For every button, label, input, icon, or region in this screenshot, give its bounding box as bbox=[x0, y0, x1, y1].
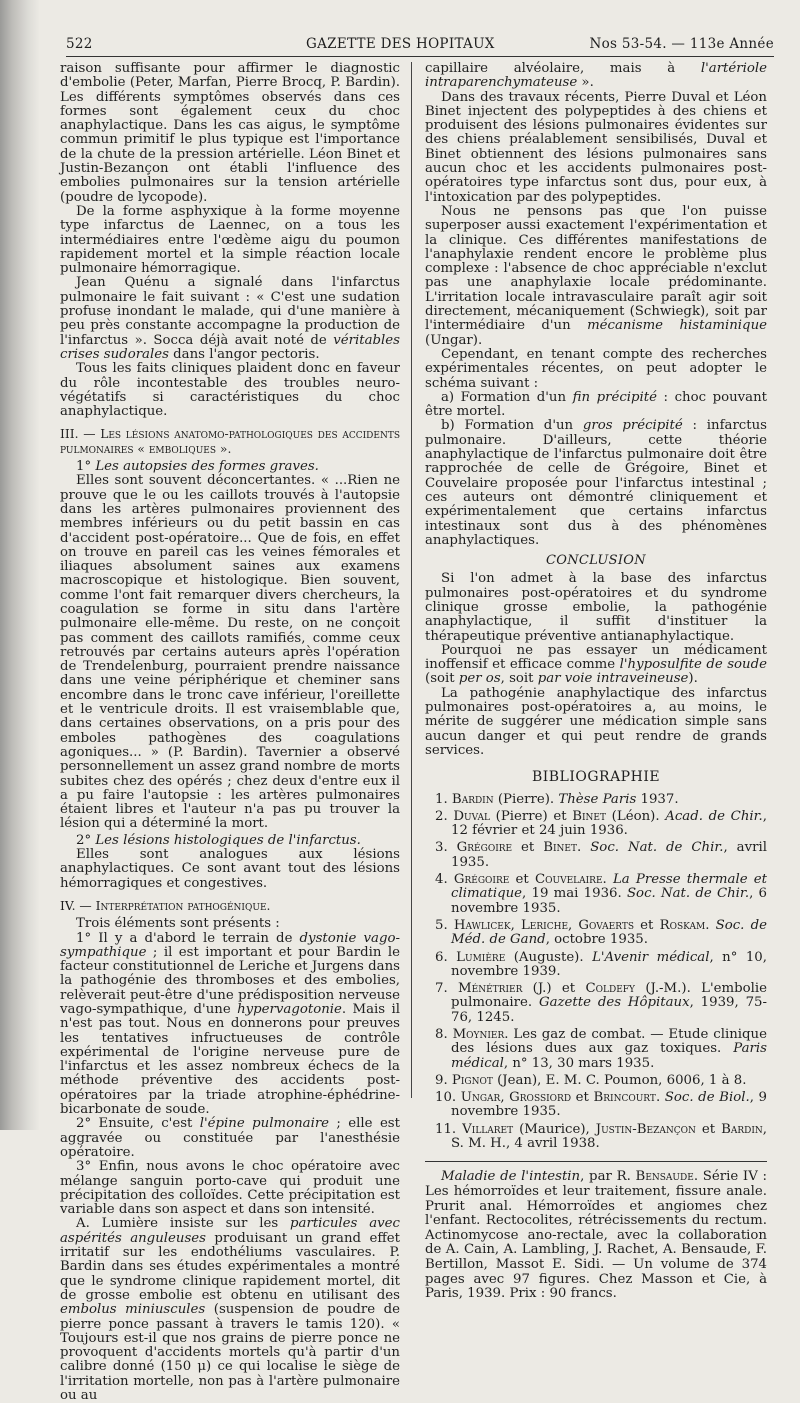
section-heading-iv: IV. — Interprétation pathogénique. bbox=[60, 898, 271, 913]
paragraph: Nous ne pensons pas que l'on puisse superposer aussi exactement l'expérimentation et la clinique. Ces différentes manifestations de l'anaphylaxie rendent encore le problème plus complexe : l'absence de choc appréciable n'exclut pas une anaphylaxie locale prédominante. L'irritation locale intravasculaire paraît agir soit directement, mécaniquement (Schwiegk), soit par l'intermédiaire d'un mécanisme histaminique (Ungar). bbox=[425, 203, 767, 348]
paragraph: 3° Enfin, nous avons le choc opératoire avec mélange sanguin porto-cave qui produit une précipitation des colloïdes. Cette précipitation est variable dans son aspect et dans son intensité. bbox=[60, 1159, 400, 1218]
paragraph: Tous les faits cliniques plaident donc en faveur du rôle incontestable des troubles neuro-végétatifs si caractéristiques du choc anaphylactique. bbox=[60, 361, 400, 420]
paragraph: De la forme asphyxique à la forme moyenne type infarctus de Laennec, on a tous les intermédiaires entre l'œdème aigu du poumon rapidement mortel et la simple réaction locale pulmonaire hémorragique. bbox=[60, 203, 400, 277]
bibliography-entry: 7. Ménétrier (J.) et Coldefy (J.-M.). L'embolie pulmonaire. Gazette des Hôpitaux, 1939, 75-76, 1245. bbox=[435, 981, 767, 1025]
page-number: 522 bbox=[66, 36, 93, 52]
paragraph: 1° Il y a d'abord le terrain de dystonie vago-sympathique ; il est important et pour Bardin le facteur constitutionnel de Leriche et Jurgens dans la pathogénie des thromboses et des embolies, relèverait peut-être d'une prédisposition nerveuse vago-sympathique, d'une hypervagotonie. Mais il n'est pas tout. Nous en donnerons pour preuves les tentatives infructueuses de contrôle expérimental de l'origine nerveuse pure de l'infarctus et les assez nombreux échecs de la méthode préventive des accidents post-opératoires par la triade atrophine-éphédrine-bicarbonate de soude. bbox=[60, 930, 400, 1118]
paragraph: A. Lumière insiste sur les particules avec aspérités anguleuses produisant un grand effet irritatif sur les endothéliums vasculaires. P. Bardin dans ses études expérimentales a montré que le syndrome clinique rapidement mortel, dit de grosse embolie est obtenu en utilisant des embolus miniuscules (suspension de poudre de pierre ponce passant à travers le tamis 120). « Toujours est-il que nos grains de pierre ponce ne provoquent d'accidents mortels qu'à partir d'un calibre donné (150 μ) ce qui localise le siège de l'irritation mortelle, non pas à l'artère pulmonaire ou au bbox=[60, 1216, 401, 1403]
column-divider bbox=[411, 62, 412, 1098]
subsection-heading: 2° Les lésions histologiques de l'infarctus. bbox=[76, 832, 361, 848]
paragraph: Si l'on admet à la base des infarctus pulmonaires post-opératoires et du syndrome clinique grosse embolie, la pathogénie anaphylactique, il suffit d'instituer la thérapeutique préventive antianaphylactique. bbox=[425, 571, 767, 644]
bibliography-entry: 9. Pignot (Jean), E. M. C. Poumon, 6006, 1 à 8. bbox=[435, 1072, 747, 1088]
journal-title: GAZETTE DES HOPITAUX bbox=[306, 36, 495, 52]
bibliography-heading: BIBLIOGRAPHIE bbox=[531, 769, 661, 786]
section-heading-iii: III. — Les lésions anatomo-pathologiques des accidents pulmonaires « emboliques ». bbox=[60, 427, 400, 456]
section-rule bbox=[425, 1161, 767, 1162]
conclusion-heading: CONCLUSION bbox=[546, 553, 646, 569]
right-column bbox=[425, 62, 767, 1302]
paragraph: b) Formation d'un gros précipité : infarctus pulmonaire. D'ailleurs, cette théorie anaphylactique de l'infarctus pulmonaire doit être rapprochée de celle de Grégoire, Binet et Couvelaire proposée pour l'infarctus intestinal ; ces auteurs ont démontré cliniquement et expérimentalement que certains infarctus intestinaux sont dus à des phénomènes anaphylactiques. bbox=[425, 418, 767, 548]
book-review-note: Maladie de l'intestin, par R. Bensaude. Série IV : Les hémorroïdes et leur traitement, fissure anale. Prurit anal. Hémorroïdes et angiomes chez l'enfant. Rectocolites, rétrécissements du rectum. Actinomycose ano-rectale, avec la collaboration de A. Cain, A. Lambling, J. Rachet, A. Bensaude, F. Bertillon, Massot E. Sidi. — Un volume de 374 pages avec 97 figures. Chez Masson et Cie, à Paris, 1939. Prix : 90 francs. bbox=[425, 1169, 767, 1302]
paragraph: a) Formation d'un fin précipité : choc pouvant être mortel. bbox=[425, 389, 767, 420]
left-column bbox=[60, 62, 400, 1403]
paragraph: capillaire alvéolaire, mais à l'artériole intraparenchymateuse ». bbox=[425, 61, 767, 91]
bibliography-entry: 10. Ungar, Grossiord et Brincourt. Soc. de Biol., 9 novembre 1935. bbox=[435, 1090, 767, 1120]
paragraph: Elles sont analogues aux lésions anaphylactiques. Ce sont avant tout des lésions hémorragiques et congestives. bbox=[60, 847, 400, 891]
header-rule bbox=[66, 56, 774, 57]
bibliography-entry: 5. Hawlicek, Leriche, Govaerts et Roskam. Soc. de Méd. de Gand, octobre 1935. bbox=[435, 917, 767, 948]
bibliography-entry: 3. Grégoire et Binet. Soc. Nat. de Chir., avril 1935. bbox=[435, 840, 767, 870]
paragraph: Jean Quénu a signalé dans l'infarctus pulmonaire le fait suivant : « C'est une sudation profuse inondant le malade, qui d'une manière à peu près constante accompagne la production de l'infarctus ». Socca déjà avait noté de véritables crises sudorales dans l'angor pectoris. bbox=[60, 275, 400, 362]
paragraph: 2° Ensuite, c'est l'épine pulmonaire ; elle est aggravée ou constituée par l'anesthésie opératoire. bbox=[60, 1116, 400, 1160]
paragraph: Cependant, en tenant compte des recherches expérimentales récentes, on peut adopter le schéma suivant : bbox=[425, 346, 767, 391]
page-header bbox=[66, 32, 774, 56]
bibliography-entry: 8. Moynier. Les gaz de combat. — Etude clinique des lésions dues aux gaz toxiques. Paris médical, n° 13, 30 mars 1935. bbox=[435, 1027, 767, 1071]
paragraph: Trois éléments sont présents : bbox=[76, 916, 280, 932]
subsection-heading: 1° Les autopsies des formes graves. bbox=[76, 459, 319, 475]
paragraph: Dans des travaux récents, Pierre Duval et Léon Binet injectent des polypeptides à des chiens et produisent des lésions pulmonaires évidentes sur des chiens préalablement sensibilisés, Duval et Binet obtiennent des lésions pulmonaires sans aucun choc et les accidents pulmonaires post-opératoires type infarctus sont dus, pour eux, à l'intoxication par des polypeptides. bbox=[425, 89, 767, 205]
paragraph: La pathogénie anaphylactique des infarctus pulmonaires post-opératoires a, au moins, le mérite de suggérer une médication simple sans aucun danger et qui peut rendre de grands services. bbox=[425, 685, 767, 758]
bibliography-entry: 2. Duval (Pierre) et Binet (Léon). Acad. de Chir., 12 février et 24 juin 1936. bbox=[435, 808, 767, 839]
journal-page bbox=[40, 0, 800, 1403]
bibliography-list bbox=[425, 793, 767, 1152]
bibliography-entry: 1. Bardin (Pierre). Thèse Paris 1937. bbox=[435, 791, 679, 807]
issue-info: Nos 53-54. — 113e Année bbox=[589, 36, 774, 52]
bibliography-entry: 6. Lumière (Auguste). L'Avenir médical, n° 10, novembre 1939. bbox=[435, 949, 767, 979]
paragraph: Elles sont souvent déconcertantes. « ...Rien ne prouve que le ou les caillots trouvés à l'autopsie dans les artères pulmonaires proviennent des membres inférieurs ou du petit bassin en cas d'accident post-opératoire... Que de fois, en effet on trouve en pareil cas les veines fémorales et iliaques absolument saines aux examens macroscopique et histologique. Bien souvent, comme l'ont fait remarquer divers chercheurs, la coagulation se forme in situ dans l'artère pulmonaire elle-même. Du reste, on ne conçoit pas comment des caillots ramifiés, comme ceux retrouvés par certains auteurs après l'opération de Trendelenburg, pourraient prendre naissance dans une veine périphérique et cheminer sans encombre dans le tronc cave inférieur, l'oreillette et le ventricule droits. Il est vraisemblable que, dans certaines observations, on a pris pour des emboles pathogènes des coagulations agoniques... » (P. Bardin). Tavernier a observé personnellement un assez grand nombre de morts subites chez des opérés ; chez deux d'entre eux il a pu faire l'autopsie : les artères pulmonaires étaient libres et l'auteur n'a pas pu trouver la lésion qui a déterminé la mort. bbox=[60, 473, 400, 832]
bibliography-entry: 11. Villaret (Maurice), Justin-Bezançon et Bardin, S. M. H., 4 avril 1938. bbox=[435, 1121, 768, 1152]
paragraph: Pourquoi ne pas essayer un médicament inoffensif et efficace comme l'hyposulfite de soude (soit per os, soit par voie intraveineuse). bbox=[425, 642, 767, 687]
page-binding-edge bbox=[0, 0, 40, 1130]
bibliography-entry: 4. Grégoire et Couvelaire. La Presse thermale et climatique, 19 mai 1936. Soc. Nat. de Chir., 6 novembre 1935. bbox=[435, 872, 767, 916]
paragraph: raison suffisante pour affirmer le diagnostic d'embolie (Peter, Marfan, Pierre Brocq, P. Bardin). Les différents symptômes observés dans ces formes sont également ceux du choc anaphylactique. Dans les cas aigus, le symptôme commun primitif le plus typique est l'importance de la chute de la pression artérielle. Léon Binet et Justin-Bezançon ont établi l'influence des embolies pulmonaires sur la tension artérielle (poudre de lycopode). bbox=[60, 61, 400, 205]
